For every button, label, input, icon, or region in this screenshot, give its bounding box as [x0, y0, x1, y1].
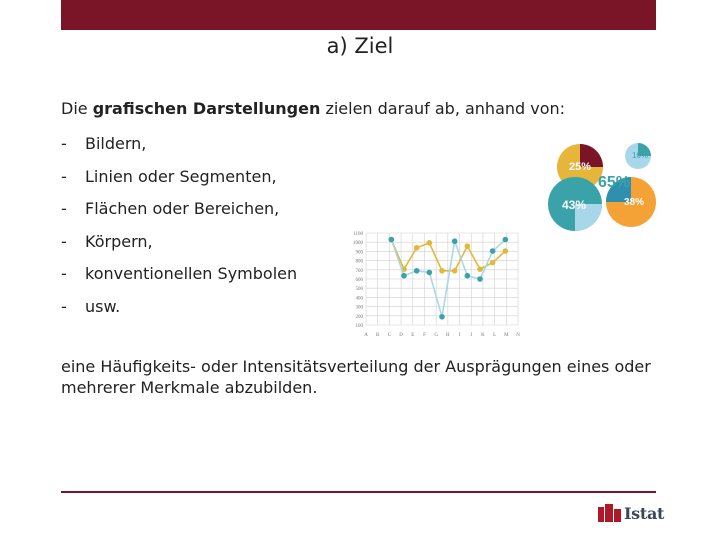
pie-label-38: 38% — [623, 197, 645, 208]
x-tick-label: K — [481, 333, 485, 338]
y-tick-label: 700 — [355, 268, 363, 274]
y-tick-label: 100 — [355, 324, 363, 329]
list-item: - usw. — [61, 296, 121, 316]
istat-logo-icon — [598, 504, 622, 522]
y-tick-label: 800 — [355, 259, 363, 265]
y-tick-label: 400 — [355, 296, 363, 302]
y-tick-label: 1100 — [353, 232, 363, 237]
x-tick-label: N — [516, 333, 520, 338]
list-item-label: usw. — [85, 296, 121, 316]
series-point — [427, 240, 433, 246]
x-tick-label: I — [458, 333, 461, 338]
series-point — [401, 273, 407, 279]
x-tick-label: M — [504, 333, 509, 338]
x-tick-label: H — [446, 333, 450, 338]
list-item: - Bildern, — [61, 134, 147, 153]
x-tick-label: B — [376, 333, 380, 338]
series-point — [414, 268, 420, 274]
y-tick-label: 300 — [355, 305, 363, 311]
series-point — [389, 237, 395, 243]
x-tick-label: G — [434, 333, 438, 338]
pie-label-16: 16% — [631, 151, 649, 160]
x-tick-label: D — [399, 333, 403, 338]
list-item-label: Bildern, — [85, 134, 147, 153]
series-point — [465, 273, 471, 279]
list-item-label: konventionellen Symbolen — [85, 264, 298, 283]
pie-chart-infographic — [545, 140, 661, 232]
intro-text — [61, 99, 565, 118]
series-point — [439, 268, 445, 274]
x-tick-label: C — [387, 333, 392, 338]
series-point — [503, 248, 509, 254]
intro-suffix: zielen darauf ab, anhand von: — [320, 99, 566, 118]
series-point — [477, 276, 483, 282]
intro-prefix: Die — [61, 99, 93, 118]
list-item-label: Körpern, — [85, 231, 153, 251]
series-line — [391, 240, 505, 271]
list-item-label: Linien oder Segmenten, — [85, 166, 277, 186]
pie-label-25: 25% — [568, 161, 592, 173]
y-tick-label: 1000 — [353, 241, 363, 247]
closing-text: eine Häufigkeits- oder Intensitätsverteilung der Ausprägungen eines oder mehrerer Merkmale abzubilden. — [61, 357, 651, 397]
istat-logo — [598, 503, 664, 523]
y-tick-label: 900 — [355, 250, 363, 256]
x-tick-label: F — [423, 333, 426, 338]
slide-title: a) Ziel — [326, 34, 394, 58]
footer-rule — [61, 491, 656, 493]
bullet-list — [61, 133, 297, 328]
list-item: - Körpern, — [61, 231, 153, 251]
x-tick-label: J — [470, 333, 473, 338]
x-tick-label: A — [364, 333, 368, 338]
x-tick-label: E — [411, 333, 415, 338]
list-item: - Linien oder Segmenten, — [61, 166, 277, 186]
x-tick-label: L — [493, 333, 497, 338]
series-point — [465, 243, 471, 249]
header-bar — [61, 0, 656, 30]
pie-label-65: 65% — [597, 174, 631, 191]
y-tick-label: 600 — [355, 278, 363, 283]
series-point — [503, 237, 509, 243]
y-tick-label: 200 — [355, 314, 363, 320]
line-chart — [340, 225, 524, 345]
list-item: - konventionellen Symbolen — [61, 264, 298, 283]
series-point — [414, 245, 420, 251]
pie-label-43: 43% — [561, 198, 587, 212]
series-point — [439, 314, 445, 320]
series-point — [490, 248, 496, 254]
series-point — [452, 238, 458, 244]
intro-bold: grafischen Darstellungen — [92, 99, 321, 118]
istat-logo-text: Istat — [624, 503, 665, 523]
series-point — [427, 270, 433, 276]
list-item-label: Flächen oder Bereichen, — [85, 199, 280, 218]
series-point — [490, 260, 496, 266]
y-tick-label: 500 — [355, 287, 363, 293]
series-point — [452, 268, 458, 274]
list-item: - Flächen oder Bereichen, — [61, 199, 280, 218]
series-point — [477, 266, 483, 272]
